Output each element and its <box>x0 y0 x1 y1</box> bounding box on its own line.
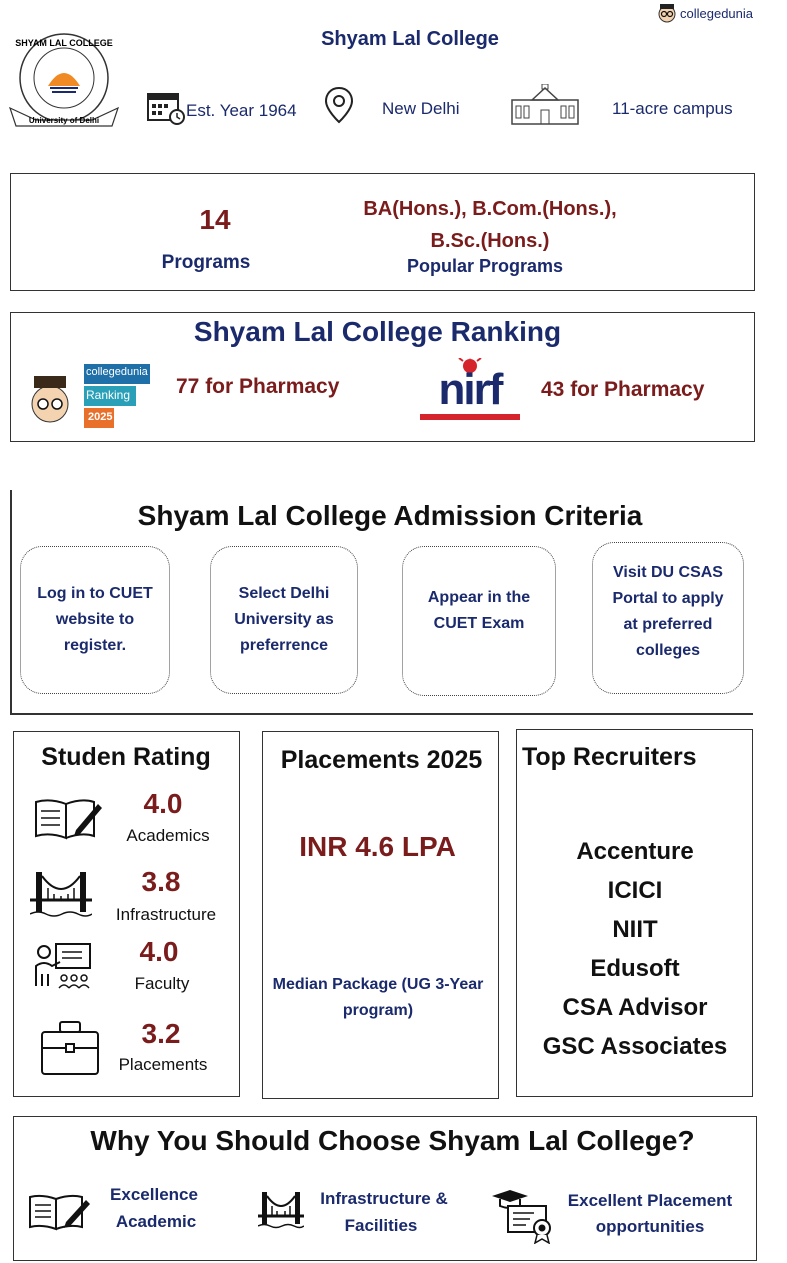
admission-step-4: Visit DU CSAS Portal to apply at preferred colleges <box>592 542 744 694</box>
why-title: Why You Should Choose Shyam Lal College? <box>90 1125 695 1156</box>
popular-programs-label: Popular Programs <box>406 256 564 276</box>
why-placement-line2: opportunities <box>595 1217 705 1236</box>
mascot-icon <box>656 2 678 24</box>
why-academic-line1: Excellence <box>110 1185 198 1204</box>
calendar-icon <box>146 90 186 126</box>
programs-count-label: Programs <box>161 252 251 273</box>
rating-placements-label: Placements <box>118 1055 208 1074</box>
popular-programs-line1: BA(Hons.), B.Com.(Hons.), <box>363 198 617 220</box>
brand-name: collegedunia <box>680 5 754 21</box>
brand-logo <box>656 2 756 24</box>
admission-step-2: Select Delhi University as preferrence <box>210 546 358 694</box>
rating-academics-label: Academics <box>126 826 210 845</box>
why-academic-line2: Academic <box>115 1212 197 1231</box>
programs-count: 14 <box>199 204 231 235</box>
badge-brand: collegedunia <box>86 366 148 378</box>
why-infrastructure-line1: Infrastructure & <box>320 1189 448 1208</box>
recruiter-item: NIIT <box>612 916 658 943</box>
rating-infrastructure-label: Infrastructure <box>115 905 217 924</box>
popular-programs-line2: B.Sc.(Hons.) <box>430 230 550 252</box>
recruiter-item: Edusoft <box>590 955 680 982</box>
nirf-wordmark: nirf <box>438 365 502 414</box>
rating-faculty-label: Faculty <box>134 974 190 993</box>
nirf-rank: 43 for Pharmacy <box>541 378 705 401</box>
placements-label: Median Package (UG 3-Year program) <box>272 976 484 1019</box>
location: New Delhi <box>382 99 460 118</box>
rating-title: Studen Rating <box>41 743 211 771</box>
placements-box <box>262 731 499 1099</box>
rating-faculty-value: 4.0 <box>139 936 179 967</box>
college-seal <box>8 30 120 130</box>
bridge-icon <box>30 868 92 920</box>
graduation-certificate-icon <box>490 1186 556 1244</box>
badge-ranking: Ranking <box>86 388 131 402</box>
placements-package: INR 4.6 LPA <box>299 831 456 862</box>
collegedunia-rank: 77 for Pharmacy <box>176 375 340 398</box>
est-year: Est. Year 1964 <box>186 101 297 120</box>
teacher-icon <box>32 940 96 990</box>
recruiter-item: ICICI <box>607 877 663 904</box>
rating-infrastructure-value: 3.8 <box>141 866 181 897</box>
why-infrastructure-line2: Facilities <box>344 1216 418 1235</box>
rating-academics-value: 4.0 <box>143 788 183 819</box>
ranking-title: Shyam Lal College Ranking <box>193 316 562 347</box>
book-icon <box>32 796 102 842</box>
admission-divider-bottom <box>10 713 753 715</box>
collegedunia-ranking-badge <box>28 362 152 432</box>
book-icon <box>28 1192 90 1232</box>
seal-title: SHYAM LAL COLLEGE <box>15 38 113 48</box>
recruiter-item: GSC Associates <box>542 1033 728 1060</box>
recruiter-item: CSA Advisor <box>562 994 708 1021</box>
bridge-icon <box>258 1190 304 1230</box>
briefcase-icon <box>40 1020 100 1078</box>
recruiter-item: Accenture <box>576 838 694 865</box>
seal-subtitle: University of Delhi <box>28 116 100 125</box>
why-placement-line1: Excellent Placement <box>567 1191 733 1210</box>
campus-size: 11-acre campus <box>612 99 733 118</box>
campus-building-icon <box>510 84 580 126</box>
placements-title: Placements 2025 <box>280 746 483 774</box>
nirf-logo <box>420 358 520 424</box>
admission-step-3: Appear in the CUET Exam <box>402 546 556 696</box>
admission-title: Shyam Lal College Admission Criteria <box>137 500 643 531</box>
badge-year: 2025 <box>88 411 113 423</box>
rating-placements-value: 3.2 <box>141 1018 181 1049</box>
admission-step-1: Log in to CUET website to register. <box>20 546 170 694</box>
recruiters-title: Top Recruiters <box>522 743 697 771</box>
location-pin-icon <box>324 86 354 126</box>
admission-divider-left <box>10 490 12 714</box>
page-title: Shyam Lal College <box>321 28 499 50</box>
